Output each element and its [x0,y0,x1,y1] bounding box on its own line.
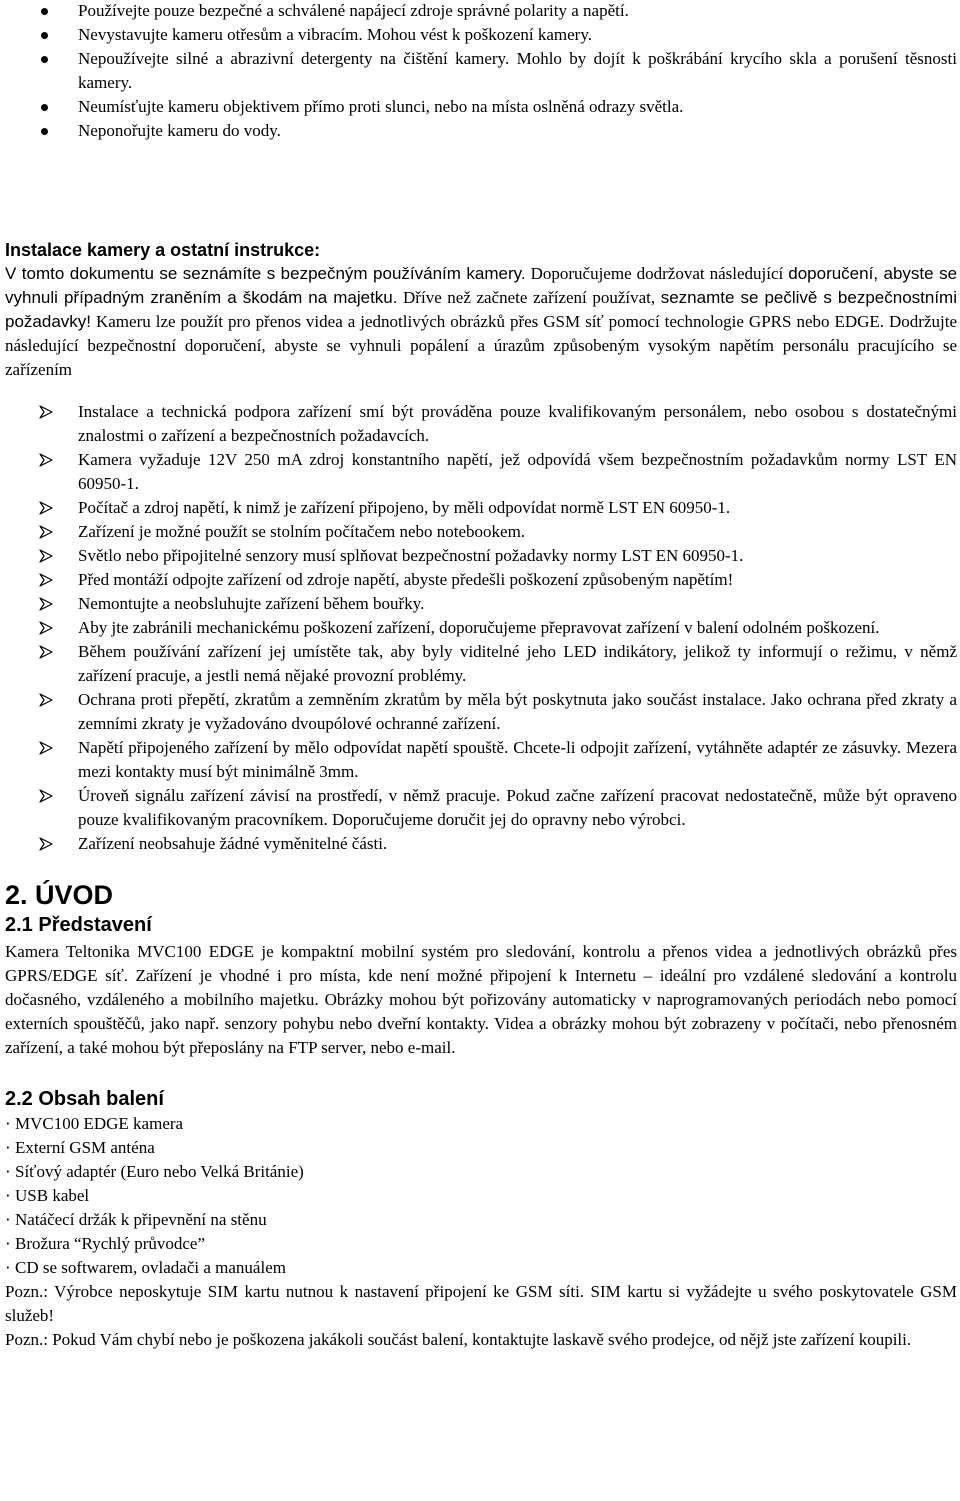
package-item: · MVC100 EDGE kamera [5,1114,184,1133]
package-note-sim: Pozn.: Výrobce neposkytuje SIM kartu nutnou k nastavení připojení ke GSM síti. SIM kartu si vyžádejte u svého poskytovatele GSM služeb! [5,1282,957,1325]
package-title: 2.2 Obsah balení [5,1088,164,1110]
rule-item: Aby jte zabránili mechanickému poškození zařízení, doporučujeme přepravovat zařízení v balení odolném poškození. [5,616,957,640]
bullet-dot-icon [41,56,48,63]
intro-title: 2. ÚVOD [5,880,114,910]
arrow-bullet-icon [39,549,53,563]
package-item: · Externí GSM anténa [5,1138,155,1157]
arrow-bullet-icon [39,693,53,707]
safety-bullet-item [5,0,957,23]
package-note-missing: Pozn.: Pokud Vám chybí nebo je poškozena jakákoli součást balení, kontaktujte laskavě svého prodejce, od nějž jste zařízení koupili. [5,1330,912,1349]
arrow-bullet-icon [39,525,53,539]
arrow-bullet-icon [39,789,53,803]
arrow-bullet-icon [39,837,53,851]
package-contents-list [5,1112,957,1280]
arrow-bullet-icon [39,597,53,611]
rule-item: Před montáží odpojte zařízení od zdroje napětí, abyste předešli poškození způsobeným napětím! [5,568,957,592]
bullet-dot-icon [41,32,48,39]
intro-subtitle: 2.1 Představení [5,914,152,936]
bullet-dot-icon [41,8,48,15]
safety-bullet-list [5,0,957,143]
intro-paragraph: Kamera Teltonika MVC100 EDGE je kompaktní mobilní systém pro sledování, kontrolu a přenos videa a jednotlivých obrázků přes GPRS/EDGE síť. Zařízení je vhodné i pro místa, kde není možné připojení k Internetu – ideální pro vzdálené sledování a kontrolu dočasného, vzdáleného a mobilního majetku. Obrázky mohou být pořizovány automaticky v naprogramovaných periodách nebo pomocí externích spouštěčů, jako např. senzory pohybu nebo dveřní kontakty. Videa a obrázky mohou být zobrazeny v počítači, nebo přenosném zařízení, a také mohou být přeposlány na FTP server, nebo e-mail. [5,942,957,1057]
safety-bullet-item [5,47,957,95]
safety-bullet-item [5,95,957,119]
rule-item: Kamera vyžaduje 12V 250 mA zdroj konstantního napětí, jež odpovídá všem bezpečnostním požadavkům normy LST EN 60950-1. [5,448,957,496]
installation-intro: V tomto dokumentu se seznámíte s bezpečným používáním kamery. Doporučujeme dodržovat následující doporučení, abyste se vyhnuli případným zraněním a škodám na majetku. Dříve než začnete zařízení používat, seznamte se pečlivě s bezpečnostními požadavky! Kameru lze použít pro přenos videa a jednotlivých obrázků přes GSM síť pomocí technologie GPRS nebo EDGE. Dodržujte následující bezpečnostní doporučení, abyste se vyhnuli popálení a úrazům způsobeným vysokým napětím personálu pracujícího se zařízením [5,264,958,379]
bullet-dot-icon [41,104,48,111]
safety-bullet-item [5,119,957,143]
rule-item: Instalace a technická podpora zařízení smí být prováděna pouze kvalifikovaným personálem, nebo osobou s dostatečnými znalostmi o zařízení a bezpečnostních požadavcích. [5,400,957,448]
document-page [5,0,957,1352]
safety-bullet-item [5,23,957,47]
bullet-dot-icon [41,128,48,135]
rule-item: Během používání zařízení jej umístěte tak, aby byly viditelné jeho LED indikátory, jelikož ty informují o režimu, v němž zařízení pracuje, a jestli nemá nějaké provozní problémy. [5,640,957,688]
safety-bullet-text: Používejte pouze bezpečné a schválené napájecí zdroje správné polarity a napětí. [78,1,629,20]
rule-item: Zařízení neobsahuje žádné vyměnitelné části. [5,832,957,856]
rule-item: Úroveň signálu zařízení závisí na prostředí, v němž pracuje. Pokud začne zařízení pracovat nedostatečně, může být opraveno pouze kvalifikovaným pracovníkem. Doporučujeme doručit jej do opravny nebo výrobci. [5,784,957,832]
rule-item: Zařízení je možné použít se stolním počítačem nebo notebookem. [5,520,957,544]
rule-item: Počítač a zdroj napětí, k nimž je zařízení připojeno, by měli odpovídat normě LST EN 60950-1. [5,496,957,520]
package-item: · USB kabel [5,1186,90,1205]
installation-rules-list [5,400,957,856]
package-item: · Síťový adaptér (Euro nebo Velká Británie) [5,1162,304,1181]
installation-heading: Instalace kamery a ostatní instrukce: [5,240,321,260]
safety-bullet-text: Neponořujte kameru do vody. [78,121,281,140]
arrow-bullet-icon [39,741,53,755]
package-item: · Brožura “Rychlý průvodce” [5,1234,206,1253]
safety-bullet-text: Nevystavujte kameru otřesům a vibracím. Mohou vést k poškození kamery. [78,25,592,44]
safety-bullet-text: Nepoužívejte silné a abrazivní detergenty na čištění kamery. Mohlo by dojít k poškrábání krycího skla a porušení těsnosti kamery. [78,49,957,92]
rule-item: Světlo nebo připojitelné senzory musí splňovat bezpečnostní požadavky normy LST EN 60950-1. [5,544,957,568]
arrow-bullet-icon [39,645,53,659]
arrow-bullet-icon [39,573,53,587]
arrow-bullet-icon [39,621,53,635]
package-item: · CD se softwarem, ovladači a manuálem [5,1258,286,1277]
arrow-bullet-icon [39,405,53,419]
rule-item: Nemontujte a neobsluhujte zařízení během bouřky. [5,592,957,616]
package-item: · Natáčecí držák k připevnění na stěnu [5,1210,267,1229]
rule-item: Ochrana proti přepětí, zkratům a zemněním zkratům by měla být poskytnuta jako součást instalace. Jako ochrana před zkraty a zemními zkraty je vyžadováno dvoupólové ochranné zařízení. [5,688,957,736]
safety-bullet-text: Neumísťujte kameru objektivem přímo proti slunci, nebo na místa oslněná odrazy světla. [78,97,684,116]
arrow-bullet-icon [39,453,53,467]
rule-item: Napětí připojeného zařízení by mělo odpovídat napětí spouště. Chcete-li odpojit zařízení, vytáhněte adaptér ze zásuvky. Mezera mezi kontakty musí být minimálně 3mm. [5,736,957,784]
arrow-bullet-icon [39,501,53,515]
